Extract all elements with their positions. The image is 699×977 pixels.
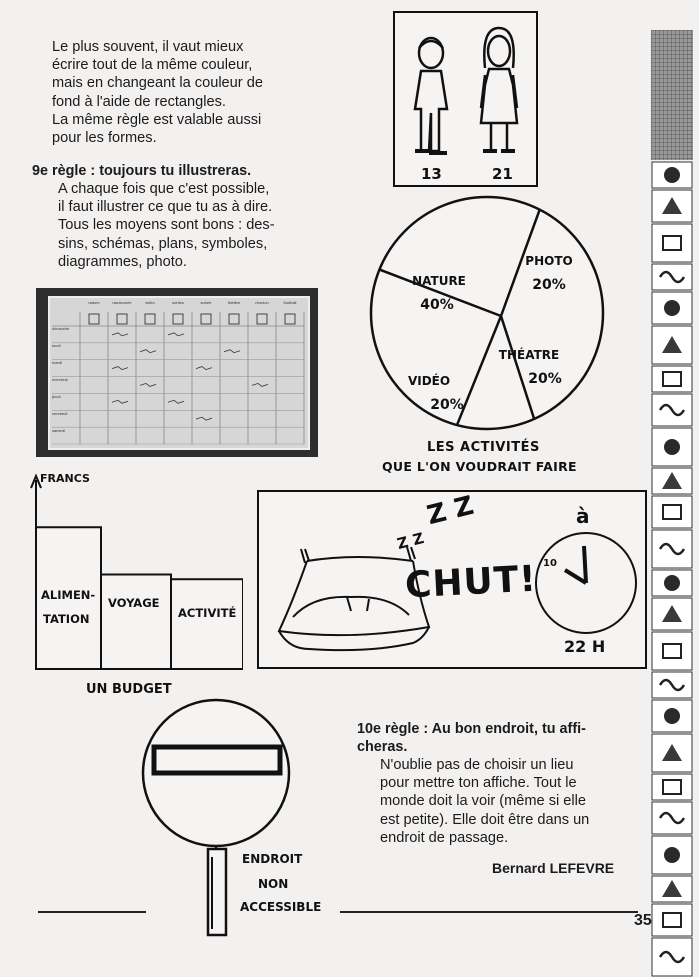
strip-tile <box>652 632 692 670</box>
intro-paragraph <box>52 38 322 147</box>
strip-tile-motif <box>664 847 680 863</box>
sign-line2: NON <box>258 877 289 891</box>
budget-bar1-label-line1: ALIMEN- <box>41 588 96 602</box>
pie-label-vidéo: VIDÉO <box>407 374 451 388</box>
clock-at: à <box>576 504 590 528</box>
clock-ten: 10 <box>543 558 557 569</box>
sign-line3: ACCESSIBLE <box>240 900 322 914</box>
strip-tile <box>652 774 692 800</box>
board-pictogram <box>173 314 183 324</box>
rule9-line: A chaque fois que c'est possible, <box>58 181 270 197</box>
sign-line1: ENDROIT <box>242 852 303 866</box>
board-pictogram <box>285 314 295 324</box>
rule10-line: est petite). Elle doit être dans un <box>380 811 590 828</box>
board-column-label: nature <box>88 300 100 305</box>
board-row-label: dimanche <box>52 326 70 331</box>
figures-illustration <box>395 13 536 163</box>
board-entry <box>112 367 128 370</box>
strip-tile <box>652 224 692 262</box>
rule10-title-line2: cheras. <box>357 739 408 755</box>
board <box>48 296 310 450</box>
pie-value-photo: 20% <box>532 277 566 293</box>
strip-tile-motif <box>664 575 680 591</box>
board-pictogram <box>229 314 239 324</box>
zzz-big: Z Z <box>424 490 477 532</box>
intro-line: mais en changeant la couleur de <box>52 75 263 92</box>
pie-outline <box>371 197 603 429</box>
pie-value-nature: 40% <box>420 297 454 313</box>
board-pictogram <box>145 314 155 324</box>
footer-rule-left <box>38 911 146 913</box>
board-pictogram <box>89 314 99 324</box>
board-column-label: soirée <box>200 300 212 305</box>
pie-value-théatre: 20% <box>528 371 562 387</box>
board-column-label: théâtre <box>227 300 241 305</box>
board-entry <box>224 350 240 353</box>
rule10-line: N'oublie pas de choisir un lieu <box>380 757 574 773</box>
board-entry <box>140 383 156 386</box>
page-number: 35 <box>634 912 652 929</box>
rule10-line: pour mettre ton affiche. Tout le <box>380 775 577 792</box>
boy-figure <box>415 38 447 153</box>
chut-box <box>257 490 647 669</box>
footer-rule-right <box>340 911 638 913</box>
board-entry <box>252 383 268 386</box>
board-row-label: vendredi <box>52 411 68 416</box>
rule10-line: monde doit la voir (même si elle <box>380 793 587 810</box>
pie-label-nature: NATURE <box>412 274 466 288</box>
strip-grid <box>651 30 693 160</box>
pie-label-photo: PHOTO <box>525 254 573 268</box>
decorative-side-strip <box>651 30 693 977</box>
strip-tile <box>652 904 692 936</box>
board-column-label: vidéo <box>145 300 155 305</box>
intro-line: fond à l'aide de rectangles. <box>52 93 226 110</box>
girl-label: 21 <box>492 165 513 183</box>
board-pictogram <box>201 314 211 324</box>
strip-tile-motif <box>664 439 680 455</box>
board-grid <box>50 298 308 448</box>
board-entry <box>168 333 184 336</box>
board-entry <box>112 400 128 403</box>
intro-line: écrire tout de la même couleur, <box>52 57 253 74</box>
board-column-label: randonnée <box>112 300 132 305</box>
strip-tile <box>652 496 692 528</box>
intro-line: Le plus souvent, il vaut mieux <box>52 39 244 55</box>
pie-caption-line2: QUE L'ON VOUDRAIT FAIRE <box>382 459 577 474</box>
planning-board-photo <box>36 288 318 457</box>
rule9-line: diagrammes, photo. <box>58 253 187 270</box>
board-pictogram <box>257 314 267 324</box>
board-row-label: jeudi <box>52 394 61 399</box>
strip-tile <box>652 366 692 392</box>
strip-tile-motif <box>664 708 680 724</box>
budget-bar-2 <box>101 575 171 670</box>
rule9-line: il faut illustrer ce que tu as à dire. <box>58 199 273 216</box>
intro-line: La même règle est valable aussi <box>52 111 262 128</box>
board-column-label: réunion <box>255 300 269 305</box>
rule9-title: 9e règle : toujours tu illustreras. <box>32 163 252 179</box>
zzz-small: Z Z <box>395 529 426 553</box>
strip-tile-motif <box>664 300 680 316</box>
board-entry <box>112 333 128 336</box>
rule10-line: endroit de passage. <box>380 829 509 846</box>
clock-drawing <box>531 528 641 638</box>
board-column-label: sorties <box>172 300 184 305</box>
board-row-label: samedi <box>52 428 65 433</box>
figures-box <box>393 11 538 187</box>
activities-pie-chart <box>365 192 615 442</box>
board-column-label: football <box>283 300 297 305</box>
board-entry <box>140 350 156 353</box>
girl-figure <box>481 28 517 151</box>
board-row-label: mardi <box>52 360 63 365</box>
strip-icon-tiles <box>652 162 692 976</box>
board-entry <box>196 417 212 420</box>
board-pictogram <box>117 314 127 324</box>
time-label: 22 H <box>564 637 606 656</box>
intro-line: pour les formes. <box>52 130 157 147</box>
author: Bernard LEFEVRE <box>492 860 615 876</box>
board-entry <box>168 400 184 403</box>
pie-caption-line1: LES ACTIVITÉS <box>427 440 540 455</box>
budget-bar-3 <box>171 579 243 669</box>
pie-value-vidéo: 20% <box>430 397 464 413</box>
rule9-section <box>32 162 332 271</box>
budget-title: UN BUDGET <box>86 682 172 697</box>
board-row-label: lundi <box>52 343 61 348</box>
rule9-line: Tous les moyens sont bons : des- <box>58 217 275 234</box>
board-entry <box>196 367 212 370</box>
budget-bar1-label-line2: TATION <box>43 612 90 626</box>
rule10-title-line1: 10e règle : Au bon endroit, tu affi- <box>357 721 586 737</box>
budget-bar2-label: VOYAGE <box>108 596 160 610</box>
strip-tile-motif <box>664 167 680 183</box>
board-row-label: mercredi <box>52 377 68 382</box>
budget-bar-chart <box>28 470 243 670</box>
rule9-line: sins, schémas, plans, symboles, <box>58 235 268 252</box>
budget-bar3-label: ACTIVITÉ <box>178 606 237 620</box>
budget-ylabel: FRANCS <box>40 472 90 485</box>
boy-label: 13 <box>421 165 442 183</box>
rule10-section <box>357 720 647 847</box>
pie-label-théatre: THÉATRE <box>498 348 560 362</box>
chut-word: CHUT! <box>404 558 538 607</box>
